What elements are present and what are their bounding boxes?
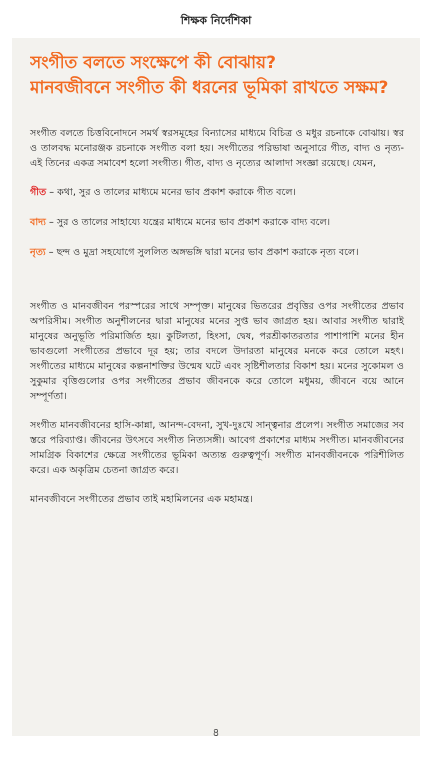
definition-text: – কথা, সুর ও তালের মাধ্যমে মনের ভাব প্রকাশ করাকে গীত বলে। xyxy=(46,187,296,198)
page-number: ৪ xyxy=(212,726,220,739)
definition-badya xyxy=(30,215,404,230)
definition-term: বাদ্য xyxy=(30,217,46,228)
running-head: শিক্ষক নির্দেশিকা xyxy=(180,14,252,27)
definition-text: – ছন্দ ও মুদ্রা সহযোগে সুললিত অঙ্গভঙ্গি দ্বারা মনের ভাব প্রকাশ করাকে নৃত্য বলে। xyxy=(45,247,359,258)
intro-paragraph: সংগীত বলতে চিত্তবিনোদনে সমর্থ স্বরসমূহের বিন্যাসের মাধ্যমে বিচিত্র ও মধুর রচনাকে বোঝায়। স্বর ও তালবদ্ধ মনোরঞ্জক রচনাকে সংগীত বলা হয়। সংগীতের পরিভাষা অনুসারে গীত, বাদ্য ও নৃত্য-এই তিনের একত্র সমাবেশ হলো সংগীত। গীত, বাদ্য ও নৃত্যের আলাদা সংজ্ঞা রয়েছে। যেমন, xyxy=(30,128,404,169)
definition-nritya xyxy=(30,245,404,260)
content-panel xyxy=(12,38,420,736)
definition-term: নৃত্য xyxy=(30,247,46,258)
heading-line-1: সংগীত বলতে সংক্ষেপে কী বোঝায়? xyxy=(30,53,276,73)
music-role-paragraph: সংগীত মানবজীবনের হাসি-কান্না, আনন্দ-বেদনা, সুখ-দুঃখে সান্ত্বনার প্রলেপ। সংগীত সমাজের সব স্তরে পরিব্যাপ্ত। জীবনের উৎসবে সংগীত নিত্যসঙ্গী। আবেগ প্রকাশের মাধ্যম সংগীত। মানবজীবনের সামগ্রিক বিকাশের ক্ষেত্রে সংগীতের ভূমিকা অত্যন্ত গুরুত্বপূর্ণ। সংগীত মানবজীবনকে পরিশীলিত করে। এক অকৃত্রিম চেতনা জাগ্রত করে। xyxy=(30,420,404,476)
definition-text: – সুর ও তালের সাহায্যে যন্ত্রের মাধ্যমে মনের ভাব প্রকাশ করাকে বাদ্য বলে। xyxy=(45,217,331,228)
conclusion-paragraph: মানবজীবনে সংগীতের প্রভাব তাই মহামিলনের এক মহামন্ত্র। xyxy=(30,494,253,505)
question-heading xyxy=(30,52,404,100)
heading-line-2: মানবজীবনে সংগীত কী ধরনের ভূমিকা রাখতে সক্ষম? xyxy=(30,78,389,98)
definition-geet xyxy=(30,185,404,200)
music-and-life-paragraph: সংগীত ও মানবজীবন পরস্পরের সাথে সম্পৃক্ত। মানুষের ভিতরের প্রবৃত্তির ওপর সংগীতের প্রভাব অপরিসীম। সংগীত অনুশীলনের দ্বারা মানুষের মনের সুপ্ত ভাব জাগ্রত হয়। আবার সংগীত দ্বারাই মানুষের অনুভূতি পরিমার্জিত হয়। কুটিলতা, হিংসা, দ্বেষ, পরশ্রীকাতরতার পাশাপাশি মনের হীন ভাবগুলো সংগীতের প্রভাবে দূর হয়; তার বদলে উদারতা মানুষের মনকে করে তোলে মহৎ। সংগীতের মাধ্যমে মানুষের কল্পনাশক্তির উন্মেষ ঘটে এবং সৃষ্টিশীলতার বিকাশ হয়। মনের সুকোমল ও সুকুমার বৃত্তিগুলোর ওপর সংগীতের প্রভাব জীবনকে করে তোলে মধুময়, জীবনে বয়ে আনে সম্পূর্ণতা। xyxy=(30,301,404,402)
definition-term: গীত xyxy=(30,187,47,198)
